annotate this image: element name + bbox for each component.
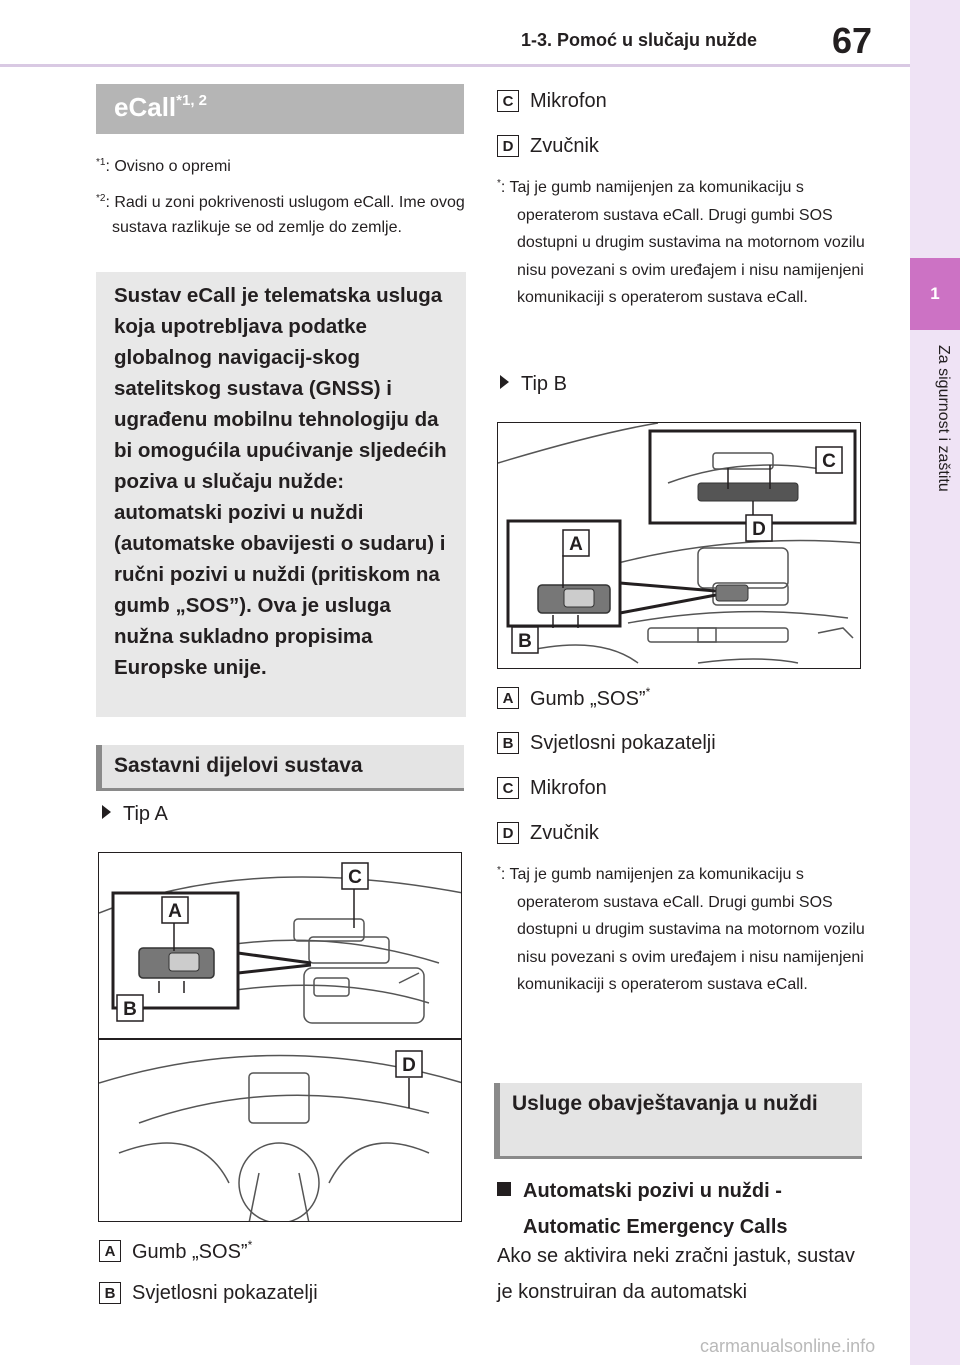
footnote-2-text: : Radi u zoni pokrivenosti uslugom eCall. Ime ovog sustava razlikuje se od zemlje do zemlje. [105, 194, 465, 236]
footnote-1-mark: *1 [96, 157, 106, 168]
badge-a: A [497, 687, 519, 709]
ecall-heading [96, 84, 464, 134]
footnote-1-text: : Ovisno o opremi [105, 158, 231, 175]
callout-label: B [123, 999, 137, 1020]
legend-sup: * [247, 1238, 253, 1252]
badge-a: A [99, 1240, 121, 1262]
tip-b-legend-b [497, 731, 716, 755]
notification-heading [494, 1083, 862, 1159]
tip-a-callout-d [396, 1051, 422, 1077]
note-tip-b [497, 857, 877, 999]
note-text: : Taj je gumb namijenjen za komunikaciju s operaterom sustava eCall. Drugi gumbi SOS dostupni u drugim sustavima na motornom vozilu nisu povezani s ovim uređajem i nisu namijenjeni komunikaciji s operaterom sustava eCall. [500, 866, 865, 993]
badge-c: C [497, 777, 519, 799]
tip-b-callout-d [746, 515, 772, 541]
tip-a-legend-c [497, 89, 607, 113]
notification-heading-text: Usluge obavještavanja u nuždi [512, 1092, 818, 1115]
note-tip-a [497, 170, 877, 312]
note-text: : Taj je gumb namijenjen za komunikaciju s operaterom sustava eCall. Drugi gumbi SOS dostupni u drugim sustavima na motornom vozilu nisu povezani s ovim uređajem i nisu namijenjeni komunikaciji s operaterom sustava eCall. [500, 179, 865, 306]
badge-c: C [497, 90, 519, 112]
legend-text: Gumb „SOS” [132, 1241, 248, 1263]
tip-b-callout-c [816, 447, 842, 473]
ecall-title-sup: *1, 2 [176, 92, 208, 109]
legend-sup: * [645, 685, 651, 699]
legend-text: Zvučnik [530, 821, 599, 844]
ecall-title: eCall [114, 92, 177, 122]
legend-text: Mikrofon [530, 89, 607, 112]
section-title: 1-3. Pomoć u slučaju nužde [521, 30, 758, 50]
badge-b: B [497, 732, 519, 754]
footnote-1 [96, 150, 466, 179]
watermark: carmanualsonline.info [700, 1336, 876, 1356]
square-bullet-icon [497, 1182, 511, 1196]
callout-label: A [168, 901, 182, 922]
tip-a-legend-b [99, 1281, 318, 1305]
chapter-label: Za sigurnost i zaštitu [935, 345, 952, 492]
auto-calls-line-1: Automatski pozivi u nuždi - [523, 1180, 782, 1202]
callout-label: C [348, 867, 362, 888]
tip-b-illustration [498, 423, 861, 669]
callout-label: C [822, 451, 836, 472]
badge-b: B [99, 1282, 121, 1304]
tip-a-legend-a [99, 1239, 252, 1263]
footnote-2 [96, 186, 472, 240]
tip-a-callout-c [342, 863, 368, 889]
tip-a-text: Tip A [123, 803, 168, 825]
legend-text: Gumb „SOS” [530, 688, 646, 710]
tip-a-legend-d [497, 134, 599, 158]
legend-text: Zvučnik [530, 134, 599, 157]
tip-b-legend-d [497, 821, 599, 845]
tip-b-callout-a [563, 530, 589, 556]
footnote-2-mark: *2 [96, 193, 106, 204]
callout-label: A [569, 534, 583, 555]
tip-b-legend-c [497, 776, 607, 800]
body-paragraph: Ako se aktivira neki zračni jastuk, sustav je konstruiran da automatski [497, 1245, 855, 1303]
tip-b-legend-a [497, 686, 650, 710]
legend-text: Svjetlosni pokazatelji [530, 731, 716, 754]
header-rule [0, 64, 910, 67]
chapter-side-tab [910, 0, 960, 1365]
page-number: 67 [832, 20, 873, 61]
arrow-right-icon [500, 375, 509, 389]
tip-b-text: Tip B [521, 373, 567, 395]
auto-calls-line-2: Automatic Emergency Calls [523, 1216, 788, 1238]
heading-bar [96, 745, 102, 788]
note-mark: * [497, 865, 501, 876]
badge-d: D [497, 822, 519, 844]
ecall-info-box: Sustav eCall je telematska usluga koja upotrebljava podatke globalnog navigacij-skog satelitskog sustava (GNSS) i ugrađenu mobilnu tehnologiju da bi omogućila upućivanje sljedećih poziva u slučaju nužde: automatski pozivi u nuždi (automatske obavijesti o sudaru) i ručni pozivi u nuždi (pritiskom na gumb „SOS”). Ova je usluga nužna sukladno propisima Europske unije. [96, 272, 466, 717]
callout-label: D [752, 519, 766, 540]
tip-a-callout-b [117, 995, 143, 1021]
tip-a-figure [98, 852, 462, 1222]
badge-d: D [497, 135, 519, 157]
chapter-number: 1 [910, 258, 960, 330]
tip-a-illustration [99, 853, 462, 1222]
auto-calls-heading [497, 1173, 788, 1245]
legend-text: Mikrofon [530, 776, 607, 799]
components-heading [96, 745, 464, 791]
callout-label: D [402, 1055, 416, 1076]
tip-a-callout-a [162, 897, 188, 923]
tip-a-label [102, 803, 168, 826]
note-mark: * [497, 178, 501, 189]
components-heading-text: Sastavni dijelovi sustava [114, 754, 363, 777]
tip-b-label [500, 373, 567, 396]
tip-b-figure [497, 422, 861, 669]
legend-text: Svjetlosni pokazatelji [132, 1281, 318, 1304]
tip-b-callout-b [512, 627, 538, 653]
arrow-right-icon [102, 805, 111, 819]
heading-bar [494, 1083, 500, 1156]
callout-label: B [518, 631, 532, 652]
